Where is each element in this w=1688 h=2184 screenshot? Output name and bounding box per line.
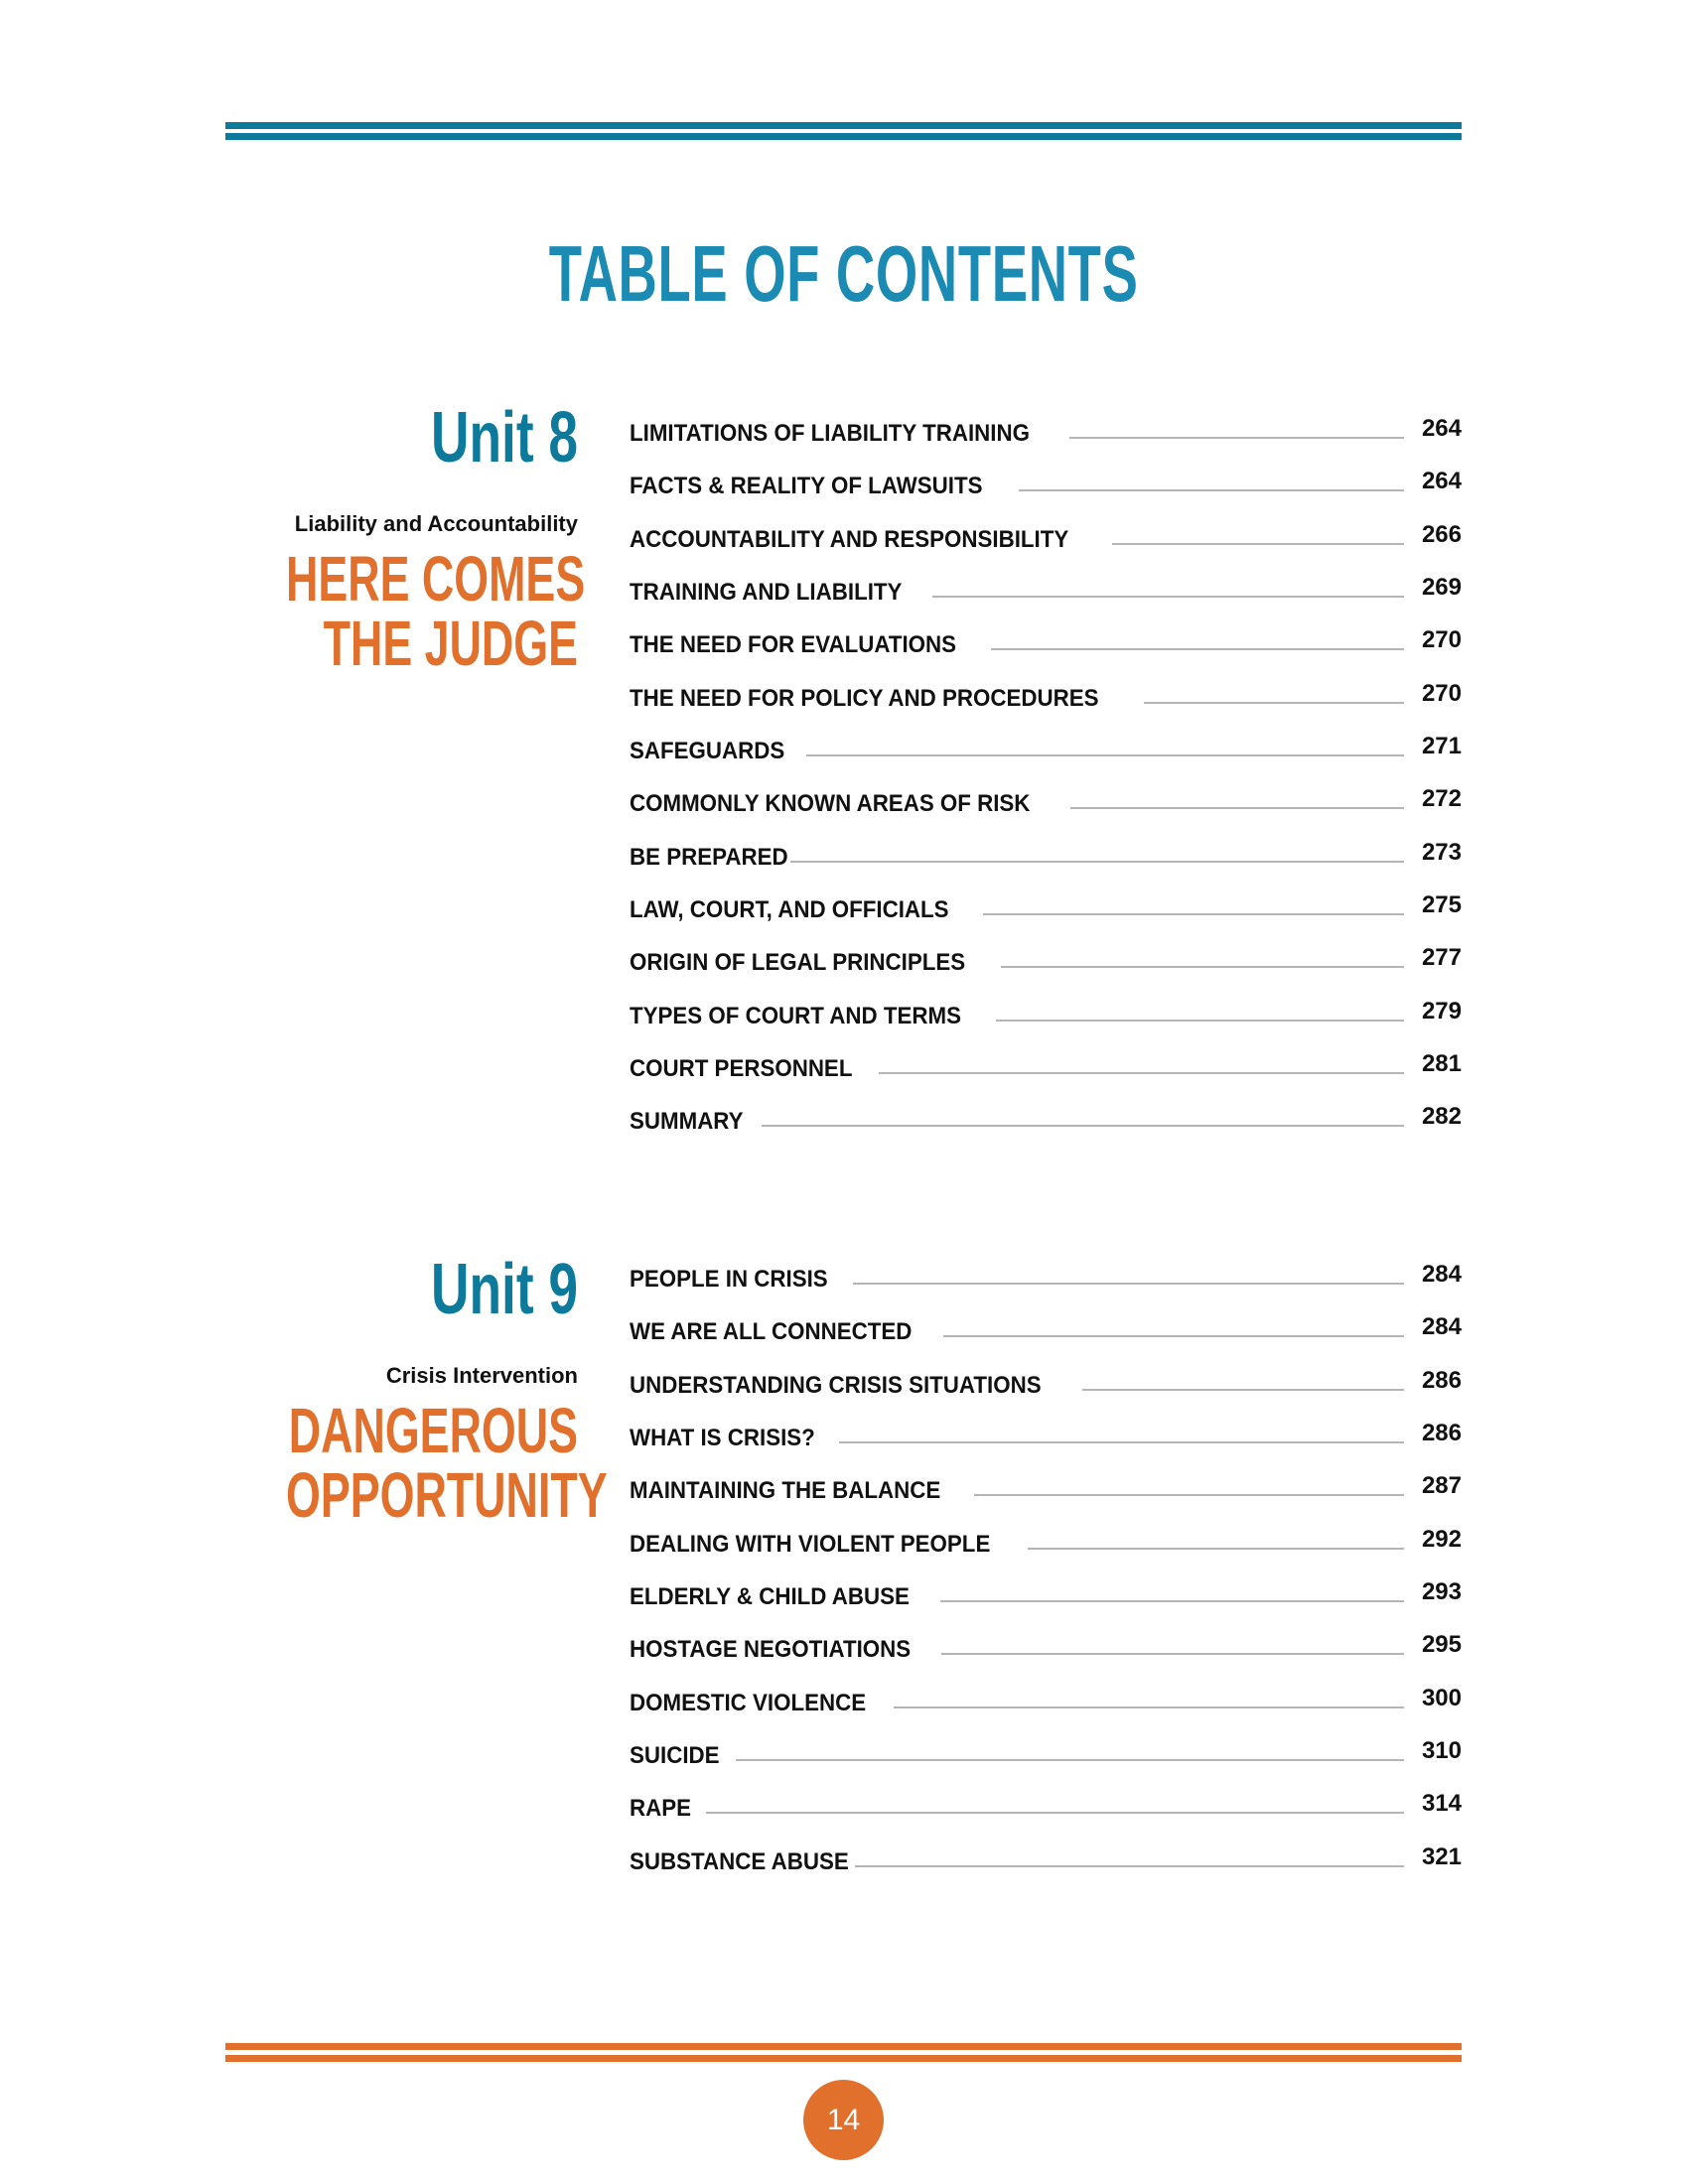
toc-entry-title: SUICIDE (630, 1741, 720, 1769)
dot-leader (941, 1652, 1404, 1655)
dot-leader (706, 1811, 1404, 1814)
unit-9-tagline-line-2: OPPORTUNITY (286, 1459, 608, 1531)
dot-leader (1001, 965, 1404, 968)
dot-leader (879, 1071, 1404, 1074)
page-number-badge: 14 (803, 2080, 884, 2160)
toc-entry-page: 300 (1421, 1684, 1462, 1711)
dot-leader (839, 1440, 1404, 1443)
toc-entry-page: 266 (1421, 520, 1462, 548)
toc-entry-title: THE NEED FOR EVALUATIONS (630, 631, 957, 659)
dot-leader (983, 912, 1404, 915)
toc-entry-title: THE NEED FOR POLICY AND PROCEDURES (630, 684, 1099, 712)
toc-entry-title: DOMESTIC VIOLENCE (630, 1689, 867, 1716)
toc-entry[interactable] (630, 1836, 1462, 1888)
unit-8-number: Unit 8 (430, 398, 578, 478)
toc-entry[interactable] (630, 1782, 1462, 1835)
toc-entry-title: TRAINING AND LIABILITY (630, 578, 903, 606)
toc-entry-title: PEOPLE IN CRISIS (630, 1266, 828, 1293)
toc-entry[interactable] (630, 1095, 1462, 1148)
dot-leader (762, 1124, 1404, 1127)
toc-entry-page: 286 (1421, 1419, 1462, 1446)
dot-leader (1019, 488, 1404, 491)
toc-entry-page: 272 (1421, 785, 1462, 813)
toc-entry-title: UNDERSTANDING CRISIS SITUATIONS (630, 1371, 1042, 1399)
toc-entry[interactable] (630, 936, 1462, 989)
dot-leader (996, 1019, 1404, 1022)
dot-leader (1112, 542, 1404, 545)
toc-entry-title: SAFEGUARDS (630, 737, 785, 764)
toc-entry-title: COMMONLY KNOWN AREAS OF RISK (630, 790, 1031, 818)
toc-entry-title: ELDERLY & CHILD ABUSE (630, 1582, 910, 1610)
toc-entry[interactable] (630, 884, 1462, 936)
footer-rule-top (225, 2043, 1462, 2050)
toc-entry-title: WE ARE ALL CONNECTED (630, 1318, 913, 1346)
unit-8-tagline-line-1: HERE COMES (286, 543, 586, 614)
toc-entry-title: MAINTAINING THE BALANCE (630, 1477, 941, 1505)
dot-leader (894, 1706, 1404, 1708)
toc-entry[interactable] (630, 460, 1462, 512)
toc-entry-title: COURT PERSONNEL (630, 1054, 853, 1082)
toc-entry[interactable] (630, 1729, 1462, 1782)
toc-entry-page: 284 (1421, 1313, 1462, 1341)
unit-9-number: Unit 9 (430, 1250, 578, 1329)
toc-entry[interactable] (630, 1253, 1462, 1305)
toc-entry[interactable] (630, 513, 1462, 566)
toc-entry-title: TYPES OF COURT AND TERMS (630, 1002, 961, 1029)
toc-entry[interactable] (630, 1464, 1462, 1517)
toc-entry-page: 295 (1421, 1631, 1462, 1659)
toc-entry-title: RAPE (630, 1795, 692, 1823)
toc-entry-page: 270 (1421, 679, 1462, 707)
toc-entry[interactable] (630, 1570, 1462, 1623)
unit-8-tagline-line-2: THE JUDGE (323, 608, 578, 679)
toc-entry[interactable] (630, 1412, 1462, 1464)
toc-entry-page: 287 (1421, 1472, 1462, 1500)
toc-entry-title: LAW, COURT, AND OFFICIALS (630, 895, 949, 923)
toc-entry-title: SUMMARY (630, 1108, 744, 1136)
toc-entry[interactable] (630, 1518, 1462, 1570)
toc-entry-page: 282 (1421, 1103, 1462, 1131)
dot-leader (1082, 1388, 1404, 1391)
toc-entry[interactable] (630, 672, 1462, 725)
toc-entry[interactable] (630, 1359, 1462, 1412)
toc-entry[interactable] (630, 725, 1462, 777)
dot-leader (940, 1599, 1404, 1602)
dot-leader (1144, 701, 1404, 704)
toc-entry-page: 271 (1421, 732, 1462, 759)
toc-entry-page: 281 (1421, 1049, 1462, 1077)
dot-leader (1070, 806, 1404, 809)
toc-entry-page: 279 (1421, 997, 1462, 1024)
toc-entry-title: LIMITATIONS OF LIABILITY TRAINING (630, 420, 1030, 447)
dot-leader (1028, 1547, 1404, 1550)
dot-leader (736, 1758, 1404, 1761)
dot-leader (855, 1864, 1404, 1867)
unit-8-subtitle: Liability and Accountability (294, 511, 578, 536)
toc-entry-page: 264 (1421, 415, 1462, 442)
toc-entry-page: 321 (1421, 1843, 1462, 1870)
toc-entry[interactable] (630, 566, 1462, 618)
toc-entry[interactable] (630, 990, 1462, 1042)
toc-entry-page: 275 (1421, 890, 1462, 918)
toc-entry-title: FACTS & REALITY OF LAWSUITS (630, 473, 983, 500)
dot-leader (790, 860, 1404, 863)
toc-entry-page: 286 (1421, 1366, 1462, 1394)
toc-entry[interactable] (630, 777, 1462, 830)
toc-entry[interactable] (630, 1305, 1462, 1358)
toc-entry-page: 270 (1421, 626, 1462, 654)
unit-9-tagline-line-1: DANGEROUS (288, 1395, 578, 1466)
unit-8-toc-list (630, 407, 1462, 1149)
header-rule-bottom (225, 133, 1462, 140)
dot-leader (991, 647, 1404, 650)
toc-entry-page: 293 (1421, 1577, 1462, 1605)
toc-entry-page: 310 (1421, 1736, 1462, 1764)
toc-entry[interactable] (630, 831, 1462, 884)
toc-entry-page: 314 (1421, 1790, 1462, 1818)
toc-entry-title: ORIGIN OF LEGAL PRINCIPLES (630, 949, 966, 977)
dot-leader (853, 1282, 1404, 1285)
toc-entry-title: ACCOUNTABILITY AND RESPONSIBILITY (630, 525, 1069, 553)
toc-entry-title: HOSTAGE NEGOTIATIONS (630, 1636, 912, 1664)
toc-entry[interactable] (630, 1042, 1462, 1095)
toc-entry-page: 264 (1421, 468, 1462, 495)
toc-entry-title: WHAT IS CRISIS? (630, 1424, 815, 1451)
page-title: TABLE OF CONTENTS (549, 229, 1139, 318)
toc-entry[interactable] (630, 1623, 1462, 1676)
toc-entry-title: BE PREPARED (630, 843, 788, 871)
dot-leader (943, 1334, 1404, 1337)
unit-9-toc-list (630, 1253, 1462, 1888)
unit-8-heading-block (161, 398, 586, 679)
footer-rule-bottom (225, 2055, 1462, 2062)
toc-entry-page: 284 (1421, 1261, 1462, 1288)
dot-leader (1069, 436, 1404, 439)
dot-leader (932, 595, 1404, 598)
unit-9-heading-block (161, 1250, 608, 1531)
dot-leader (974, 1493, 1404, 1496)
dot-leader (806, 753, 1404, 756)
page-title-container (0, 229, 1688, 318)
toc-entry-page: 269 (1421, 573, 1462, 601)
toc-entry[interactable] (630, 407, 1462, 460)
toc-entry-title: DEALING WITH VIOLENT PEOPLE (630, 1530, 991, 1558)
header-rule-top (225, 122, 1462, 129)
toc-entry-title: SUBSTANCE ABUSE (630, 1847, 849, 1875)
toc-entry[interactable] (630, 618, 1462, 671)
toc-entry[interactable] (630, 1677, 1462, 1729)
unit-9-subtitle: Crisis Intervention (385, 1363, 578, 1388)
toc-entry-page: 292 (1421, 1525, 1462, 1553)
toc-entry-page: 273 (1421, 838, 1462, 866)
toc-entry-page: 277 (1421, 944, 1462, 972)
